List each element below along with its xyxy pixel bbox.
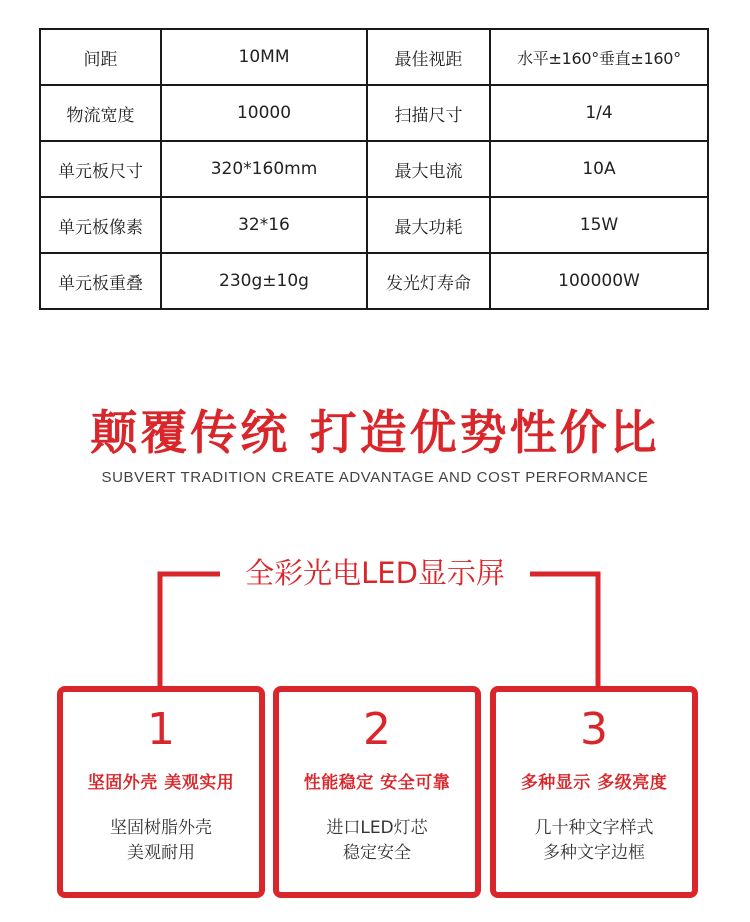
spec-value: 230g±10g: [161, 253, 367, 309]
feature-card-1: [57, 686, 265, 898]
card-desc-line: 稳定安全: [343, 843, 411, 863]
spec-value: 32*16: [161, 197, 367, 253]
table-row: [40, 29, 708, 85]
spec-label: 最大功耗: [367, 197, 490, 253]
spec-label: 单元板尺寸: [40, 141, 161, 197]
spec-table: [39, 28, 709, 310]
feature-card-2: [273, 686, 481, 898]
card-title: 多种显示 多级亮度: [520, 773, 668, 793]
spec-label: 扫描尺寸: [367, 85, 490, 141]
spec-value: 10MM: [161, 29, 367, 85]
spec-label: 物流宽度: [40, 85, 161, 141]
spec-value: 100000W: [490, 253, 708, 309]
spec-label: 最大电流: [367, 141, 490, 197]
spec-label: 最佳视距: [367, 29, 490, 85]
card-number: 3: [580, 704, 608, 755]
spec-value: 320*160mm: [161, 141, 367, 197]
section-title: 全彩光电LED显示屏: [220, 553, 530, 593]
card-number: 2: [363, 704, 391, 755]
card-description: [63, 816, 259, 866]
feature-card-3: [490, 686, 698, 898]
spec-label: 单元板像素: [40, 197, 161, 253]
spec-value: 1/4: [490, 85, 708, 141]
spec-value: 10000: [161, 85, 367, 141]
card-number: 1: [147, 704, 175, 755]
table-row: [40, 197, 708, 253]
headline-subtitle: SUBVERT TRADITION CREATE ADVANTAGE AND COST PERFORMANCE: [101, 469, 649, 486]
card-desc-line: 几十种文字样式: [534, 818, 654, 838]
card-desc-line: 多种文字边框: [543, 843, 645, 863]
card-title: 坚固外壳 美观实用: [87, 773, 235, 793]
table-row: [40, 85, 708, 141]
card-desc-line: 进口LED灯芯: [326, 818, 428, 838]
card-description: [279, 816, 475, 866]
card-description: [496, 816, 692, 866]
connector-line-right: [525, 574, 598, 690]
headline-title: 颠覆传统 打造优势性价比: [90, 406, 660, 461]
table-row: [40, 253, 708, 309]
spec-label: 单元板重叠: [40, 253, 161, 309]
spec-value: 水平±160°垂直±160°: [490, 29, 708, 85]
spec-value: 15W: [490, 197, 708, 253]
card-title: 性能稳定 安全可靠: [303, 773, 451, 793]
spec-label: 间距: [40, 29, 161, 85]
card-desc-line: 美观耐用: [127, 843, 195, 863]
table-row: [40, 141, 708, 197]
card-desc-line: 坚固树脂外壳: [110, 818, 212, 838]
spec-label: 发光灯寿命: [367, 253, 490, 309]
spec-value: 10A: [490, 141, 708, 197]
